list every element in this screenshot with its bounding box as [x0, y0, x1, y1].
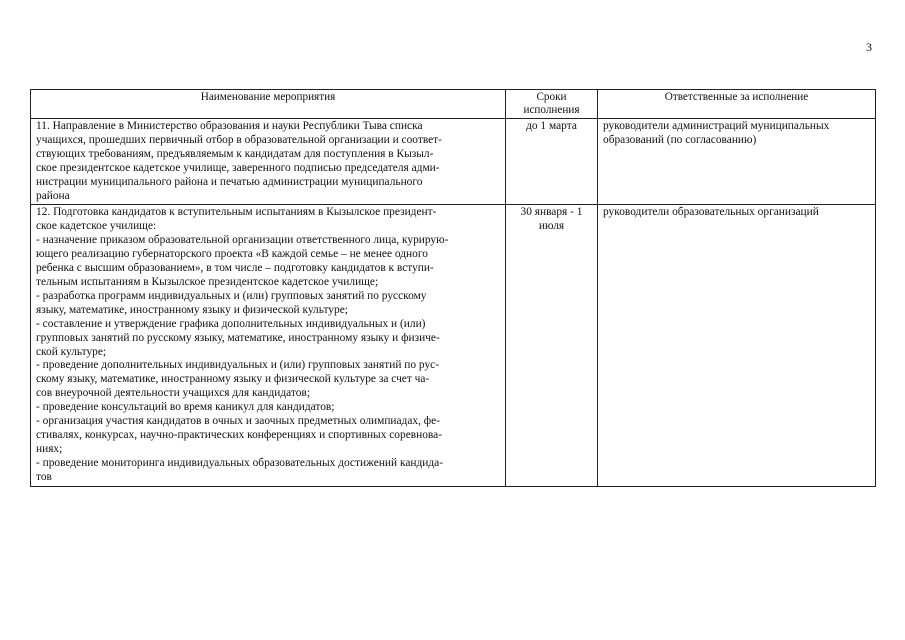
text-line: района: [36, 189, 70, 202]
table-row: [31, 119, 876, 205]
responsible-cell: руководители образовательных организаций: [598, 205, 876, 486]
text-line: сов внеурочной деятельности учащихся для кандидатов;: [36, 387, 310, 400]
text-line: - назначение приказом образовательной организации ответственного лица, курирую-: [36, 234, 449, 247]
text-line: ское президентское кадетское училище, заверенного подписью председателя адми-: [36, 161, 440, 174]
activities-table: [30, 89, 876, 487]
text-line: ской культуре;: [36, 345, 107, 358]
text-line: ниях;: [36, 442, 63, 455]
text-line: ское кадетское училище:: [36, 220, 157, 233]
text-line: - проведение дополнительных индивидуальных и (или) групповых занятий по рус-: [36, 359, 439, 372]
activity-cell: [31, 119, 506, 205]
text-line: - организация участия кандидатов в очных и заочных предметных олимпиадах, фе-: [36, 415, 441, 428]
text-line: тов: [36, 470, 52, 483]
deadline-cell: 30 января - 1 июля: [506, 205, 598, 486]
text-line: ствующих требованиям, предъявляемым к кандидатам для поступления в Кызыл-: [36, 147, 434, 160]
deadline-cell: до 1 марта: [506, 119, 598, 205]
header-responsible: Ответственные за исполнение: [598, 90, 876, 119]
text-line: стивалях, конкурсах, научно-практических конференциях и спортивных соревнова-: [36, 428, 442, 441]
responsible-cell: руководители администраций муниципальных образований (по согласованию): [598, 119, 876, 205]
text-line: языку, математике, иностранному языку и физической культуре;: [36, 303, 348, 316]
table-header-row: [31, 90, 876, 119]
text-line: ющего реализацию губернаторского проекта «В каждой семье – не менее одного: [36, 248, 428, 261]
text-line: - проведение мониторинга индивидуальных образовательных достижений кандида-: [36, 456, 444, 469]
table-row: [31, 205, 876, 486]
activity-cell: [31, 205, 506, 486]
text-line: нистрации муниципального района и печатью администрации муниципального: [36, 175, 423, 188]
text-line: - разработка программ индивидуальных и (или) групповых занятий по русскому: [36, 289, 427, 302]
text-line: тельным испытаниям в Кызылское президентское кадетское училище;: [36, 275, 379, 288]
text-line: - составление и утверждение графика дополнительных индивидуальных и (или): [36, 317, 426, 330]
text-line: 12. Подготовка кандидатов к вступительным испытаниям в Кызылское президент-: [36, 206, 437, 219]
text-line: 11. Направление в Министерство образования и науки Республики Тыва списка: [36, 120, 423, 132]
header-activity: Наименование мероприятия: [31, 90, 506, 119]
text-line: - проведение консультаций во время каникул для кандидатов;: [36, 401, 335, 414]
text-line: ребенка с высшим образованием», в том числе – подготовку кандидатов к вступи-: [36, 262, 434, 275]
page-number: 3: [866, 40, 872, 54]
text-line: групповых занятий по русскому языку, математике, иностранному языку и физиче-: [36, 331, 440, 344]
text-line: скому языку, математике, иностранному языку и физической культуре за счет ча-: [36, 373, 430, 386]
text-line: учащихся, прошедших первичный отбор в образовательной организации и соответ-: [36, 133, 442, 146]
header-deadline: Сроки исполнения: [506, 90, 598, 119]
